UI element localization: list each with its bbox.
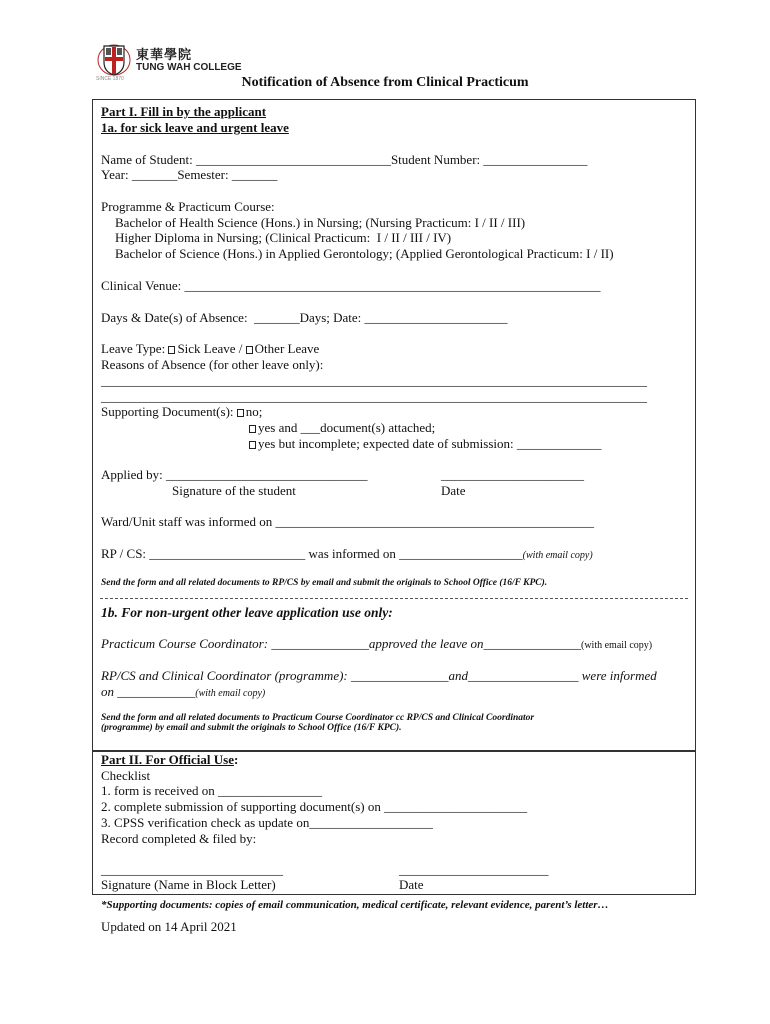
informed-on-field[interactable] (101, 684, 265, 701)
rp-cs-clinical-field[interactable]: RP/CS and Clinical Coordinator (programme): _______________and_________________ were informed (101, 668, 657, 683)
programme-option-higher-diploma: Higher Diploma in Nursing; (Clinical Practicum: I / II / III / IV) (115, 230, 452, 245)
programme-label: Programme & Practicum Course: (101, 199, 275, 214)
send-note-1b-line2: (programme) by email and submit the originals to School Office (16/F KPC). (101, 723, 402, 733)
rp-cs-field[interactable] (101, 546, 593, 563)
supporting-docs-row (101, 404, 262, 419)
supporting-documents-footnote: *Supporting documents: copies of email communication, medical certificate, relevant evidence, parent’s letter… (101, 899, 609, 911)
sick-leave-label: Sick Leave / (177, 341, 246, 356)
official-signature-field[interactable]: ____________________________ (101, 862, 283, 877)
official-date-field[interactable]: _______________________ (399, 862, 549, 877)
programme-option-gerontology: Bachelor of Science (Hons.) in Applied Gerontology; (Applied Gerontological Practicum: I / II) (115, 246, 614, 261)
official-signature-caption: Signature (Name in Block Letter) (101, 877, 276, 892)
official-date-caption: Date (399, 877, 424, 892)
logo-chinese-name: 東華學院 (136, 48, 193, 63)
checklist-cpss-verification[interactable]: 3. CPSS verification check as update on___________________ (101, 815, 433, 830)
part1b-heading: 1b. For non-urgent other leave application use only: (101, 605, 393, 620)
supporting-docs-label: Supporting Document(s): (101, 404, 237, 419)
ward-staff-field[interactable]: Ward/Unit staff was informed on _________________________________________________ (101, 514, 595, 529)
part1-heading: Part I. Fill in by the applicant (101, 104, 267, 119)
coordinator-approval-field[interactable] (101, 636, 652, 653)
other-leave-label: Other Leave (254, 341, 320, 356)
part1a-heading: 1a. for sick leave and urgent leave (101, 120, 289, 135)
sick-leave-checkbox[interactable] (168, 346, 175, 354)
logo-english-name: TUNG WAH COLLEGE (136, 62, 242, 73)
reasons-line-1[interactable]: ____________________________________________________________________________________ (101, 373, 647, 388)
supporting-yes-checkbox[interactable] (249, 425, 256, 433)
college-crest-icon (96, 40, 132, 78)
record-completed-label: Record completed & filed by: (101, 831, 257, 846)
coordinator-approval-line: Practicum Course Coordinator: _______________approved the leave on_______________ (101, 636, 581, 651)
checklist-form-received[interactable]: 1. form is received on ________________ (101, 783, 322, 798)
section-divider (100, 598, 688, 599)
checklist-complete-submission[interactable]: 2. complete submission of supporting document(s) on ______________________ (101, 799, 528, 814)
supporting-no-label: no; (245, 404, 263, 419)
rp-cs-email-copy: (with email copy) (522, 550, 593, 561)
supporting-incomplete-checkbox[interactable] (249, 441, 256, 449)
checklist-label: Checklist (101, 768, 151, 783)
updated-date: Updated on 14 April 2021 (101, 919, 237, 934)
reasons-line-2[interactable]: ____________________________________________________________________________________ (101, 389, 647, 404)
absence-days-field[interactable]: Days & Date(s) of Absence: _______Days; Date: ______________________ (101, 310, 508, 325)
programme-option-nursing: Bachelor of Health Science (Hons.) in Nursing; (Nursing Practicum: I / II / III) (115, 215, 526, 230)
informed-on-line: on ____________ (101, 684, 196, 699)
reasons-label: Reasons of Absence (for other leave only): (101, 357, 324, 372)
coordinator-email-copy: (with email copy) (581, 640, 653, 651)
applied-by-field[interactable]: Applied by: _______________________________ (101, 467, 368, 482)
supporting-incomplete-label: yes but incomplete; expected date of submission: _____________ (258, 436, 602, 451)
part2-heading-colon: : (233, 752, 239, 767)
leave-type-row (101, 341, 319, 356)
other-leave-checkbox[interactable] (246, 346, 253, 354)
supporting-yes-row (249, 420, 435, 435)
student-name-field[interactable]: Name of Student: ______________________________Student Number: ________________ (101, 152, 588, 167)
student-signature-caption: Signature of the student (172, 483, 296, 498)
supporting-no-checkbox[interactable] (237, 409, 244, 417)
applied-date-field[interactable]: ______________________ (441, 467, 584, 482)
supporting-incomplete-row (249, 436, 601, 451)
year-semester-field[interactable]: Year: _______Semester: _______ (101, 167, 278, 182)
rp-cs-line: RP / CS: ________________________ was informed on ___________________ (101, 546, 523, 561)
supporting-yes-label: yes and ___document(s) attached; (258, 420, 436, 435)
logo-since: SINCE 1870 (96, 76, 124, 82)
clinical-venue-field[interactable]: Clinical Venue: ________________________________________________________________ (101, 278, 601, 293)
leave-type-label: Leave Type: (101, 341, 169, 356)
informed-on-email-copy: (with email copy) (195, 688, 266, 699)
applied-date-caption: Date (441, 483, 466, 498)
document-title: Notification of Absence from Clinical Practicum (241, 75, 529, 90)
send-note-1b-line1: Send the form and all related documents to Practicum Course Coordinator cc RP/CS and Clinical Coordinator (101, 713, 535, 723)
send-note-1a: Send the form and all related documents to RP/CS by email and submit the originals to School Office (16/F KPC). (101, 578, 548, 588)
part2-heading-text: Part II. For Official Use (101, 752, 234, 767)
part2-heading (101, 752, 238, 767)
